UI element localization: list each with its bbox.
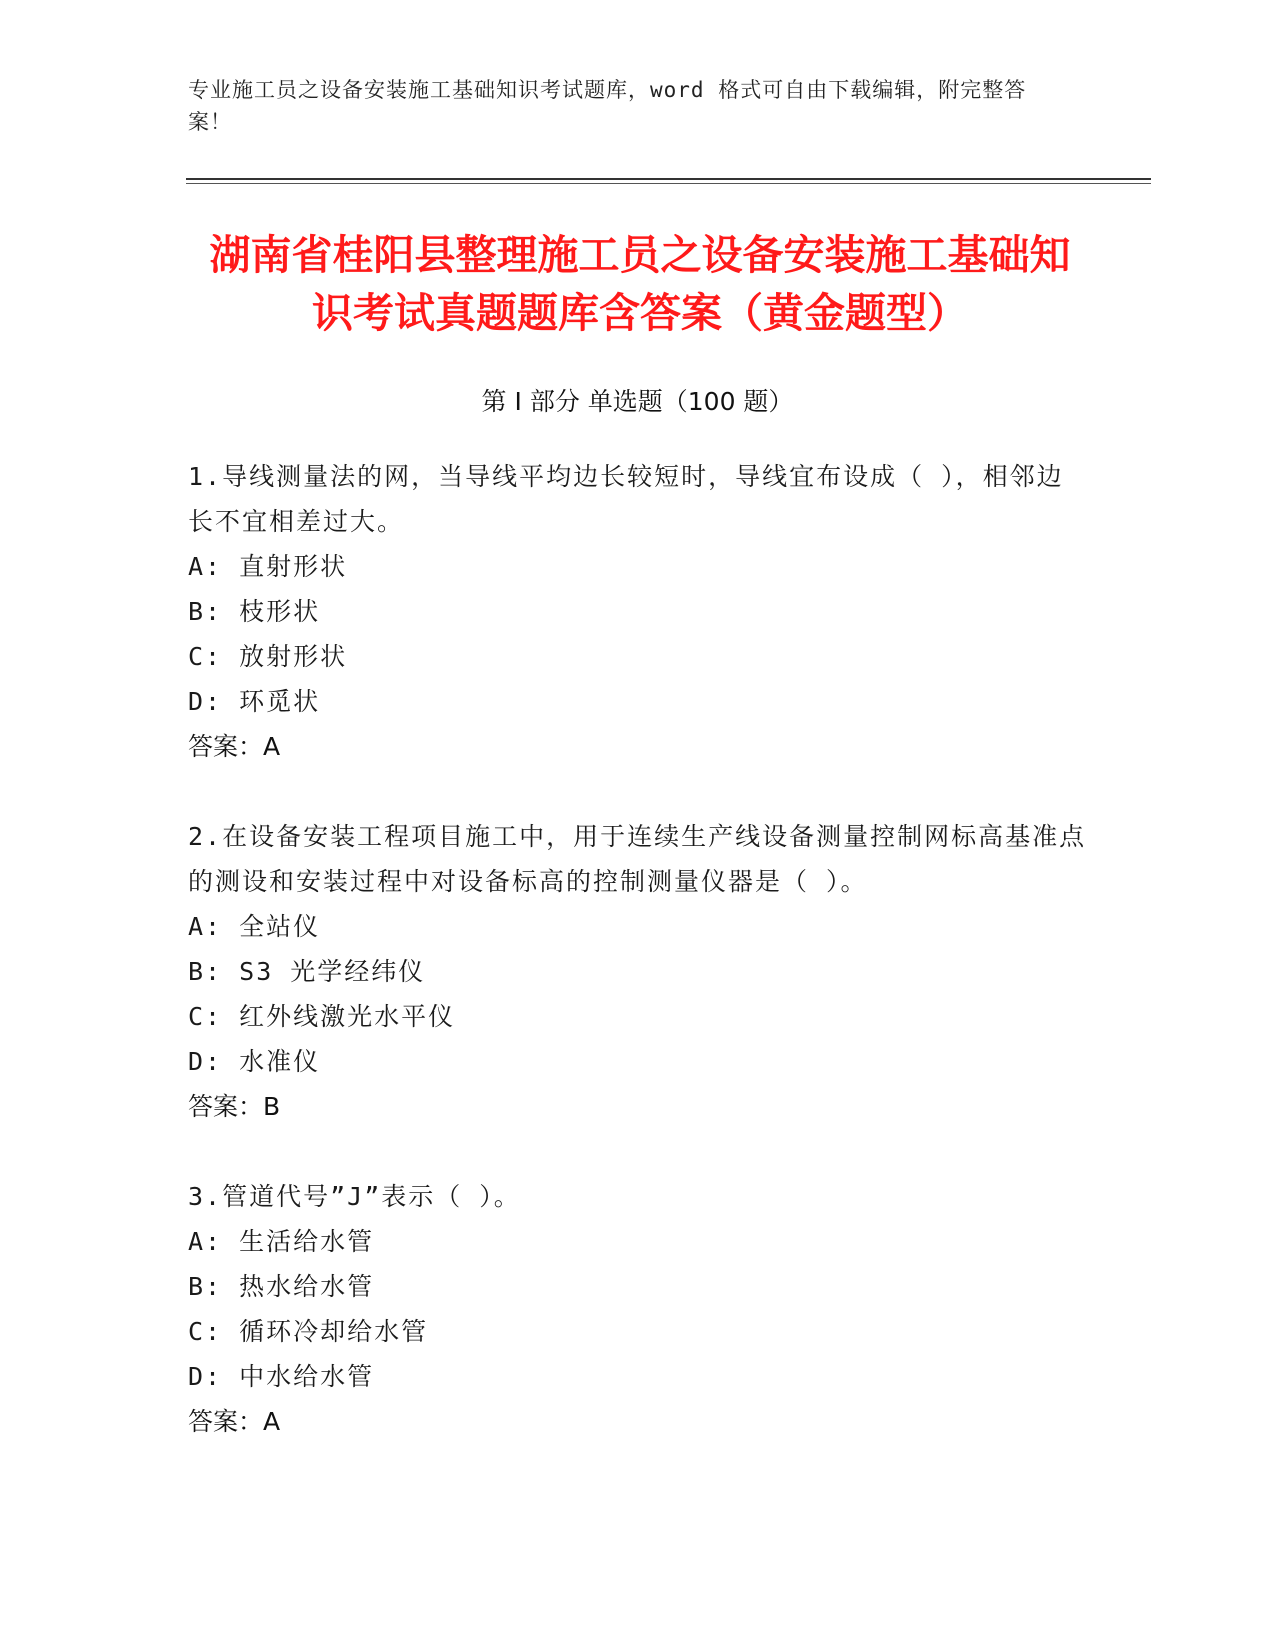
question-3 <box>188 1174 1088 1444</box>
header-note: 专业施工员之设备安装施工基础知识考试题库，word 格式可自由下载编辑，附完整答案！ <box>188 78 1027 134</box>
option-a: A: 生活给水管 <box>188 1227 375 1256</box>
answer-label: 答案：B <box>188 1092 281 1121</box>
header-rule-thin <box>186 183 1151 184</box>
option-c: C: 放射形状 <box>188 642 348 671</box>
question-stem: 2.在设备安装工程项目施工中，用于连续生产线设备测量控制网标高基准点的测设和安装过程中对设备标高的控制测量仪器是（ ）。 <box>188 822 1087 896</box>
header-rule-thick <box>186 178 1151 180</box>
option-a: A: 直射形状 <box>188 552 348 581</box>
option-b: B: 枝形状 <box>188 597 321 626</box>
question-stem: 3.管道代号”J”表示（ ）。 <box>188 1182 521 1211</box>
question-stem: 1.导线测量法的网，当导线平均边长较短时，导线宜布设成（ ），相邻边长不宜相差过大。 <box>188 462 1064 536</box>
option-c: C: 循环冷却给水管 <box>188 1317 429 1346</box>
option-c: C: 红外线激光水平仪 <box>188 1002 456 1031</box>
option-d: D: 环觅状 <box>188 687 321 716</box>
question-2 <box>188 814 1088 1129</box>
question-1 <box>188 454 1088 769</box>
document-title: 湖南省桂阳县整理施工员之设备安装施工基础知识考试真题题库含答案（黄金题型） <box>209 231 1071 337</box>
option-a: A: 全站仪 <box>188 912 321 941</box>
option-d: D: 中水给水管 <box>188 1362 375 1391</box>
option-b: B: S3 光学经纬仪 <box>188 957 426 986</box>
answer-label: 答案：A <box>188 732 281 761</box>
option-b: B: 热水给水管 <box>188 1272 375 1301</box>
section-title: 第 I 部分 单选题（100 题） <box>481 387 794 416</box>
answer-label: 答案：A <box>188 1407 281 1436</box>
option-d: D: 水准仪 <box>188 1047 321 1076</box>
